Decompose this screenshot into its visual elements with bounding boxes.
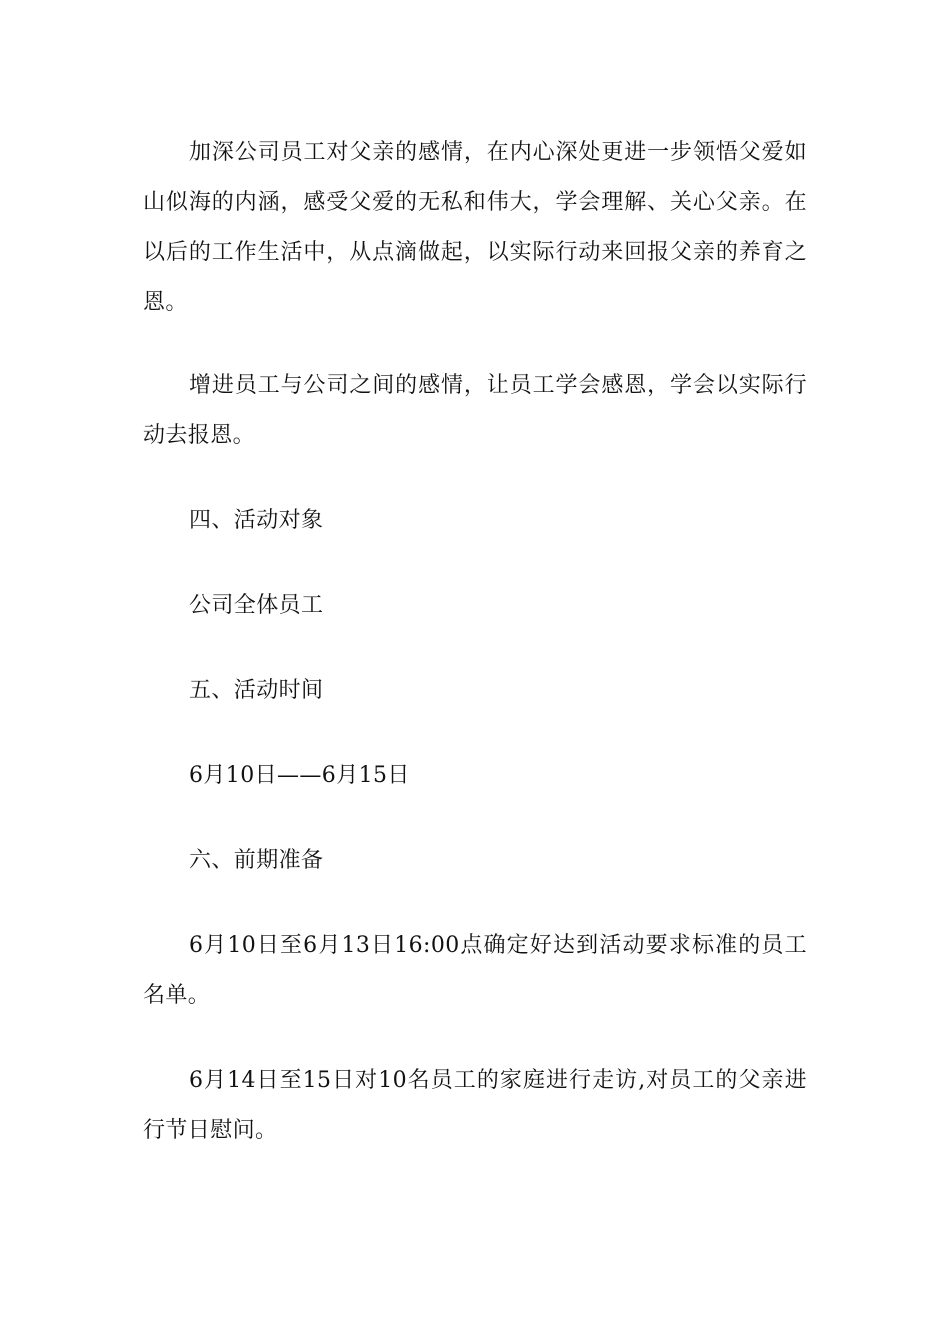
paragraph-participants: 公司全体员工	[189, 593, 324, 618]
paragraph-preparation-list: 6月10日至6月13日16:00点确定好达到活动要求标准的员工名单。	[143, 933, 807, 1008]
paragraph-purpose-father: 加深公司员工对父亲的感情，在内心深处更进一步领悟父爱如山似海的内涵，感受父爱的无私和伟大，学会理解、关心父亲。在以后的工作生活中，从点滴做起，以实际行动来回报父亲的养育之恩。	[143, 140, 807, 315]
paragraph-purpose-company: 增进员工与公司之间的感情，让员工学会感恩，学会以实际行动去报恩。	[143, 373, 807, 448]
paragraph-preparation-visit: 6月14日至15日对10名员工的家庭进行走访,对员工的父亲进行节日慰问。	[143, 1068, 807, 1143]
section-heading-preparation: 六、前期准备	[189, 848, 324, 873]
section-heading-time: 五、活动时间	[189, 678, 324, 703]
section-heading-participants: 四、活动对象	[189, 508, 324, 533]
paragraph-time: 6月10日——6月15日	[189, 763, 410, 788]
